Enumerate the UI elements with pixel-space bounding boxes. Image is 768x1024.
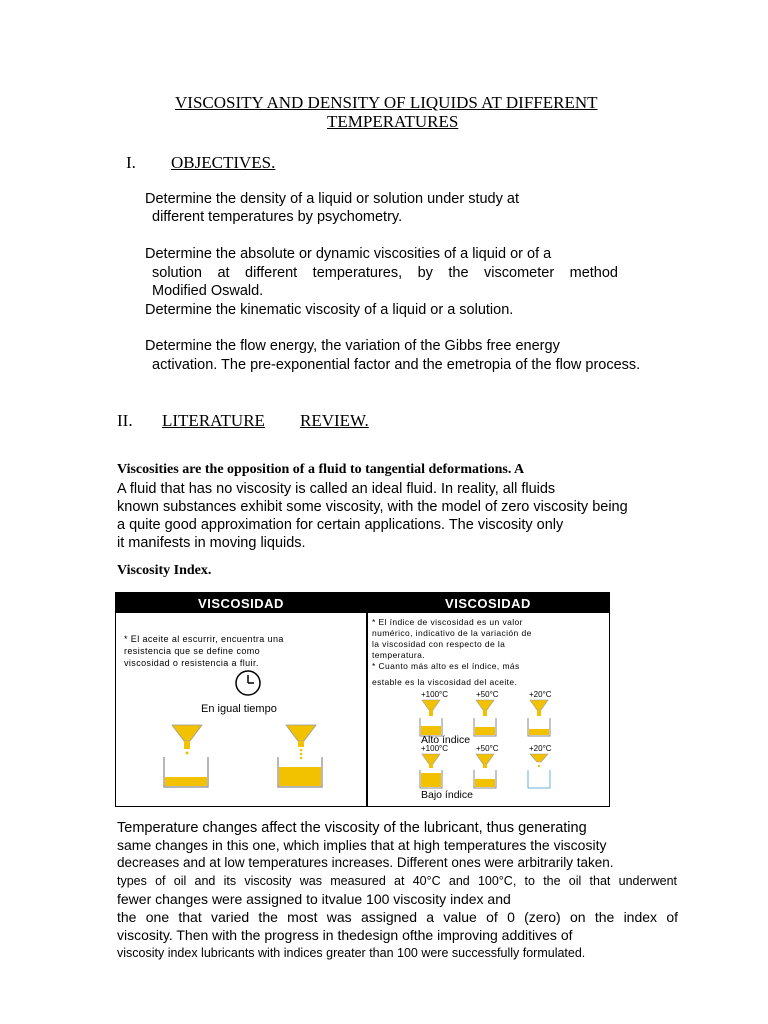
temp-label-low-50: +50°C <box>476 744 499 753</box>
temp-label-high-50: +50°C <box>476 690 499 699</box>
objectives-heading: OBJECTIVES. <box>171 153 276 172</box>
review-line-3: a quite good approximation for certain applications. The viscosity only <box>117 517 564 533</box>
objective-item-4-line-2: activation. The pre-exponential factor and the emetropia of the flow process. <box>152 357 641 373</box>
low-index-label: Bajo índice <box>421 789 473 801</box>
objective-item-1-line-2: different temperatures by psychometry. <box>152 209 403 225</box>
right-note-line-5: * Cuanto más alto es el índice, más <box>372 661 520 671</box>
right-note-line-3: la viscosidad con respecto de la <box>372 639 506 649</box>
objective-item-3-line-1: Determine the kinematic viscosity of a liquid or a solution. <box>145 302 514 318</box>
temp-label-low-20: +20°C <box>529 744 552 753</box>
document-title <box>175 93 598 113</box>
objective-item-2-line-1: Determine the absolute or dynamic viscosities of a liquid or of a <box>145 246 552 262</box>
closing-line-1: Temperature changes affect the viscosity of the lubricant, thus generating <box>117 820 587 836</box>
review-lead: Viscosities are the opposition of a fluid to tangential deformations. A <box>117 462 525 477</box>
closing-line-5: fewer changes were assigned to itvalue 100 viscosity index and <box>117 891 511 907</box>
viscosity-index-heading: Viscosity Index. <box>117 563 212 578</box>
left-note-line-1: * El aceite al escurrir, encuentra una <box>124 634 284 644</box>
right-note-line-2: numérico, indicativo de la variación de <box>372 628 532 638</box>
temp-label-low-100: +100°C <box>421 744 448 753</box>
high-index-graphic <box>416 698 566 738</box>
objective-item-2-line-2: solution at different temperatures, by the viscometer method <box>152 265 618 281</box>
review-line-2: known substances exhibit some viscosity, with the model of zero viscosity being <box>117 499 628 515</box>
right-note-line-6: estable es la viscosidad del aceite. <box>372 677 518 687</box>
clock-icon <box>230 669 266 697</box>
high-index-label: Alto índice <box>421 734 471 746</box>
left-note-line-3: viscosidad o resistencia a fluir. <box>124 658 259 668</box>
objective-item-4-line-1: Determine the flow energy, the variation of the Gibbs free energy <box>145 338 560 354</box>
closing-line-2: same changes in this one, which implies that at high temperatures the viscosity <box>117 837 607 853</box>
objectives-numeral: I. <box>126 153 136 172</box>
figure-divider <box>366 593 368 806</box>
review-heading-word-1: LITERATURE <box>162 411 265 430</box>
closing-line-6: the one that varied the most was assigned a value of 0 (zero) on the index of <box>117 909 678 925</box>
closing-line-7: viscosity. Then with the progress in thedesign ofthe improving additives of <box>117 927 573 943</box>
document-title-line-2: TEMPERATURES <box>327 112 459 131</box>
closing-line-4: types of oil and its viscosity was measured at 40°C and 100°C, to the oil that underwent <box>117 874 677 888</box>
right-note-line-4: temperatura. <box>372 650 425 660</box>
flow-comparison-graphic <box>146 721 346 791</box>
review-line-4: it manifests in moving liquids. <box>117 535 306 551</box>
objective-item-2-line-3: Modified Oswald. <box>152 283 264 299</box>
objective-item-1-line-1: Determine the density of a liquid or solution under study at <box>145 191 519 207</box>
temp-label-high-20: +20°C <box>529 690 552 699</box>
closing-line-8: viscosity index lubricants with indices greater than 100 were successfully formulated. <box>117 946 586 960</box>
left-note-line-2: resistencia que se define como <box>124 646 261 656</box>
right-note-line-1: * El índice de viscosidad es un valor <box>372 617 523 627</box>
figure-left-title: VISCOSIDAD <box>116 593 366 613</box>
review-line-1: A fluid that has no viscosity is called an ideal fluid. In reality, all fluids <box>117 481 556 497</box>
review-heading-word-2: REVIEW. <box>300 411 369 430</box>
figure-right-title: VISCOSIDAD <box>367 593 609 613</box>
low-index-graphic <box>416 752 566 792</box>
closing-line-3: decreases and at low temperatures increases. Different ones were arbitrarily taken. <box>117 855 614 870</box>
viscosity-figure <box>115 592 610 807</box>
title-line-1: VISCOSITY AND DENSITY OF LIQUIDS AT DIFFERENT <box>175 93 598 112</box>
review-numeral: II. <box>117 411 133 430</box>
clock-caption: En igual tiempo <box>201 703 277 715</box>
temp-label-high-100: +100°C <box>421 690 448 699</box>
